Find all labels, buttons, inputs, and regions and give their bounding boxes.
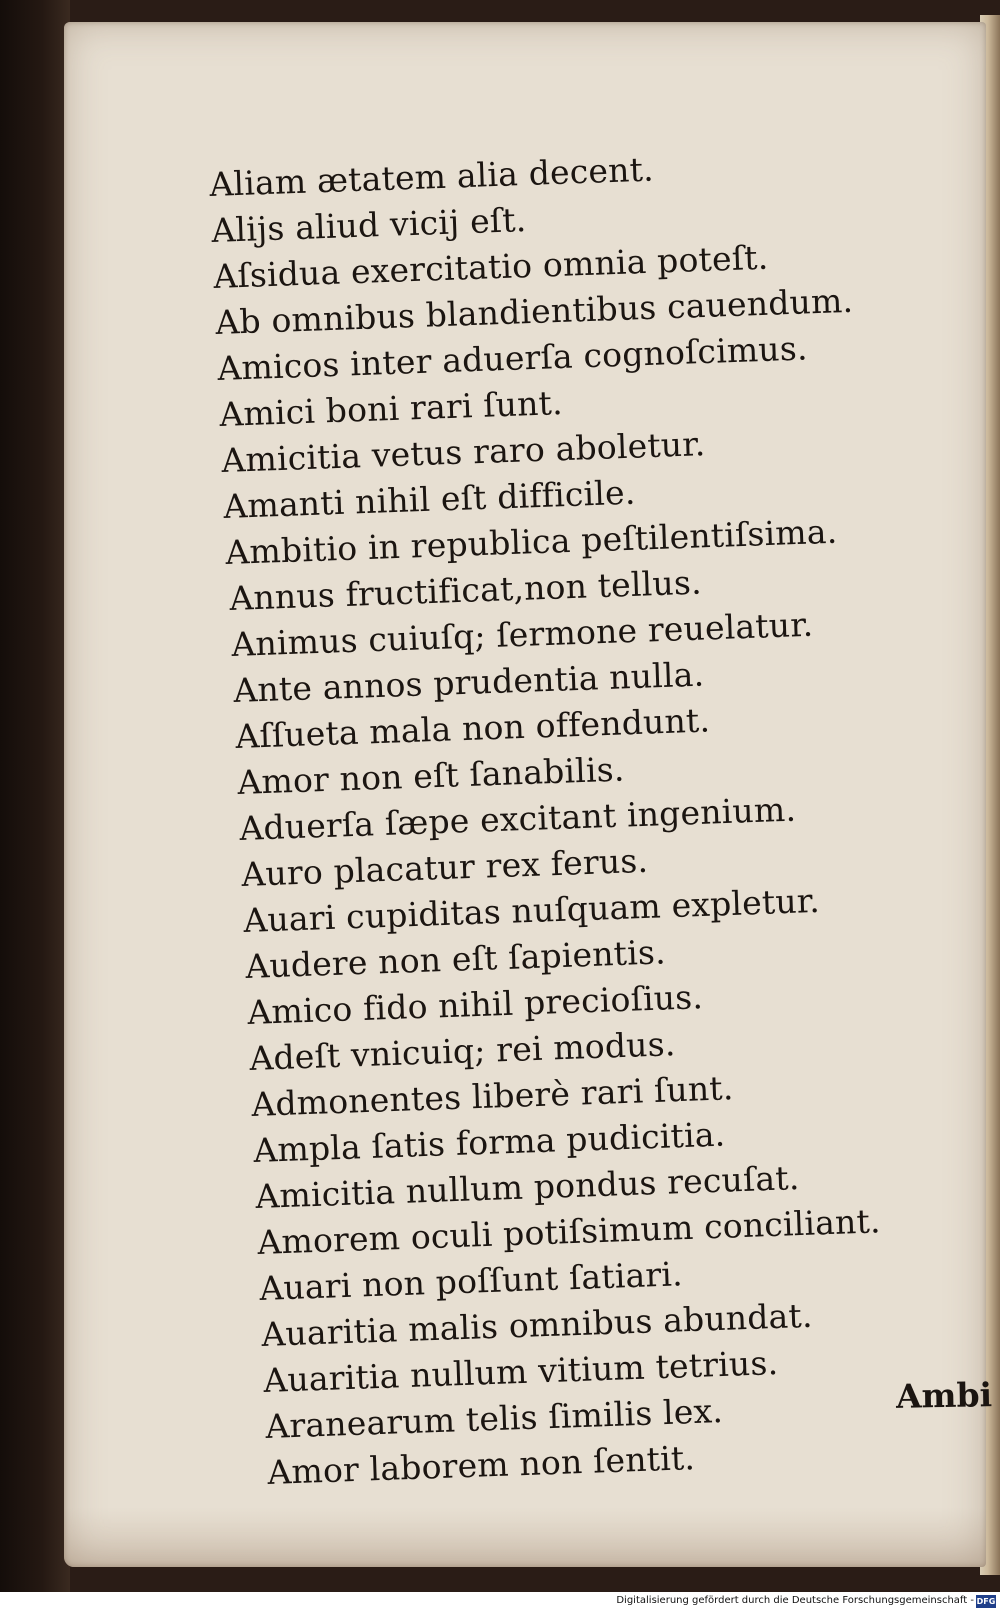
proverb-line: Audere non eſt ſapientis. [244, 932, 667, 986]
funding-credit: Digitalisierung gefördert durch die Deutsche Forschungsgemeinschaft - [616, 1595, 974, 1606]
proverb-line: Amicitia vetus raro aboletur. [220, 424, 706, 480]
proverb-line: Annus fructificat,non tellus. [228, 562, 703, 618]
proverb-line: Amicos inter aduerſa cognoſcimus. [216, 328, 809, 388]
proverb-line: Auaritia malis omnibus abundat. [260, 1295, 814, 1354]
proverb-line: Ab omnibus blandientibus cauendum. [214, 280, 854, 342]
digitization-footer [0, 1592, 1000, 1612]
proverb-line: Adeſt vnicuiq; rei modus. [248, 1024, 677, 1078]
proverb-line: Alijs aliud vicij eſt. [210, 200, 528, 250]
proverb-line: Auaritia nullum vitium tetrius. [262, 1343, 779, 1400]
proverb-line: Admonentes liberè rari ſunt. [250, 1068, 735, 1124]
proverb-line: Ambitio in republica peſtilentiſsima. [224, 511, 838, 572]
proverb-line: Amor laborem non ſentit. [266, 1438, 696, 1492]
proverb-line: Animus cuiuſq; ſermone reuelatur. [230, 604, 814, 664]
dfg-logo-icon: DFG [976, 1597, 996, 1606]
proverb-line: Amorem oculi potiſsimum conciliant. [256, 1201, 882, 1262]
proverb-line: Aliam ætatem alia decent. [208, 149, 655, 204]
proverb-line: Amicitia nullum pondus recuſat. [254, 1158, 801, 1216]
proverb-line: Amor non eſt ſanabilis. [236, 749, 626, 802]
proverb-line: Auari cupiditas nuſquam expletur. [242, 880, 821, 940]
proverb-line: Auro placatur rex ferus. [240, 840, 649, 894]
proverb-line: Aduerſa ſæpe excitant ingenium. [238, 789, 797, 848]
proverb-line: Aſſueta mala non offendunt. [234, 700, 711, 756]
proverb-line: Aſsidua exercitatio omnia poteſt. [212, 237, 769, 296]
proverb-line: Auari non poſſunt ſatiari. [258, 1254, 684, 1308]
proverb-line: Ante annos prudentia nulla. [232, 654, 705, 710]
proverb-line: Aranearum telis ſimilis lex. [264, 1391, 724, 1446]
proverb-line: Amici boni rari ſunt. [218, 383, 564, 434]
proverb-line: Amico fido nihil precioſius. [246, 977, 704, 1032]
catchword: Ambi [895, 1375, 993, 1416]
proverb-line: Ampla ſatis forma pudicitia. [252, 1114, 726, 1170]
proverb-line: Amanti nihil eſt difficile. [222, 472, 637, 526]
